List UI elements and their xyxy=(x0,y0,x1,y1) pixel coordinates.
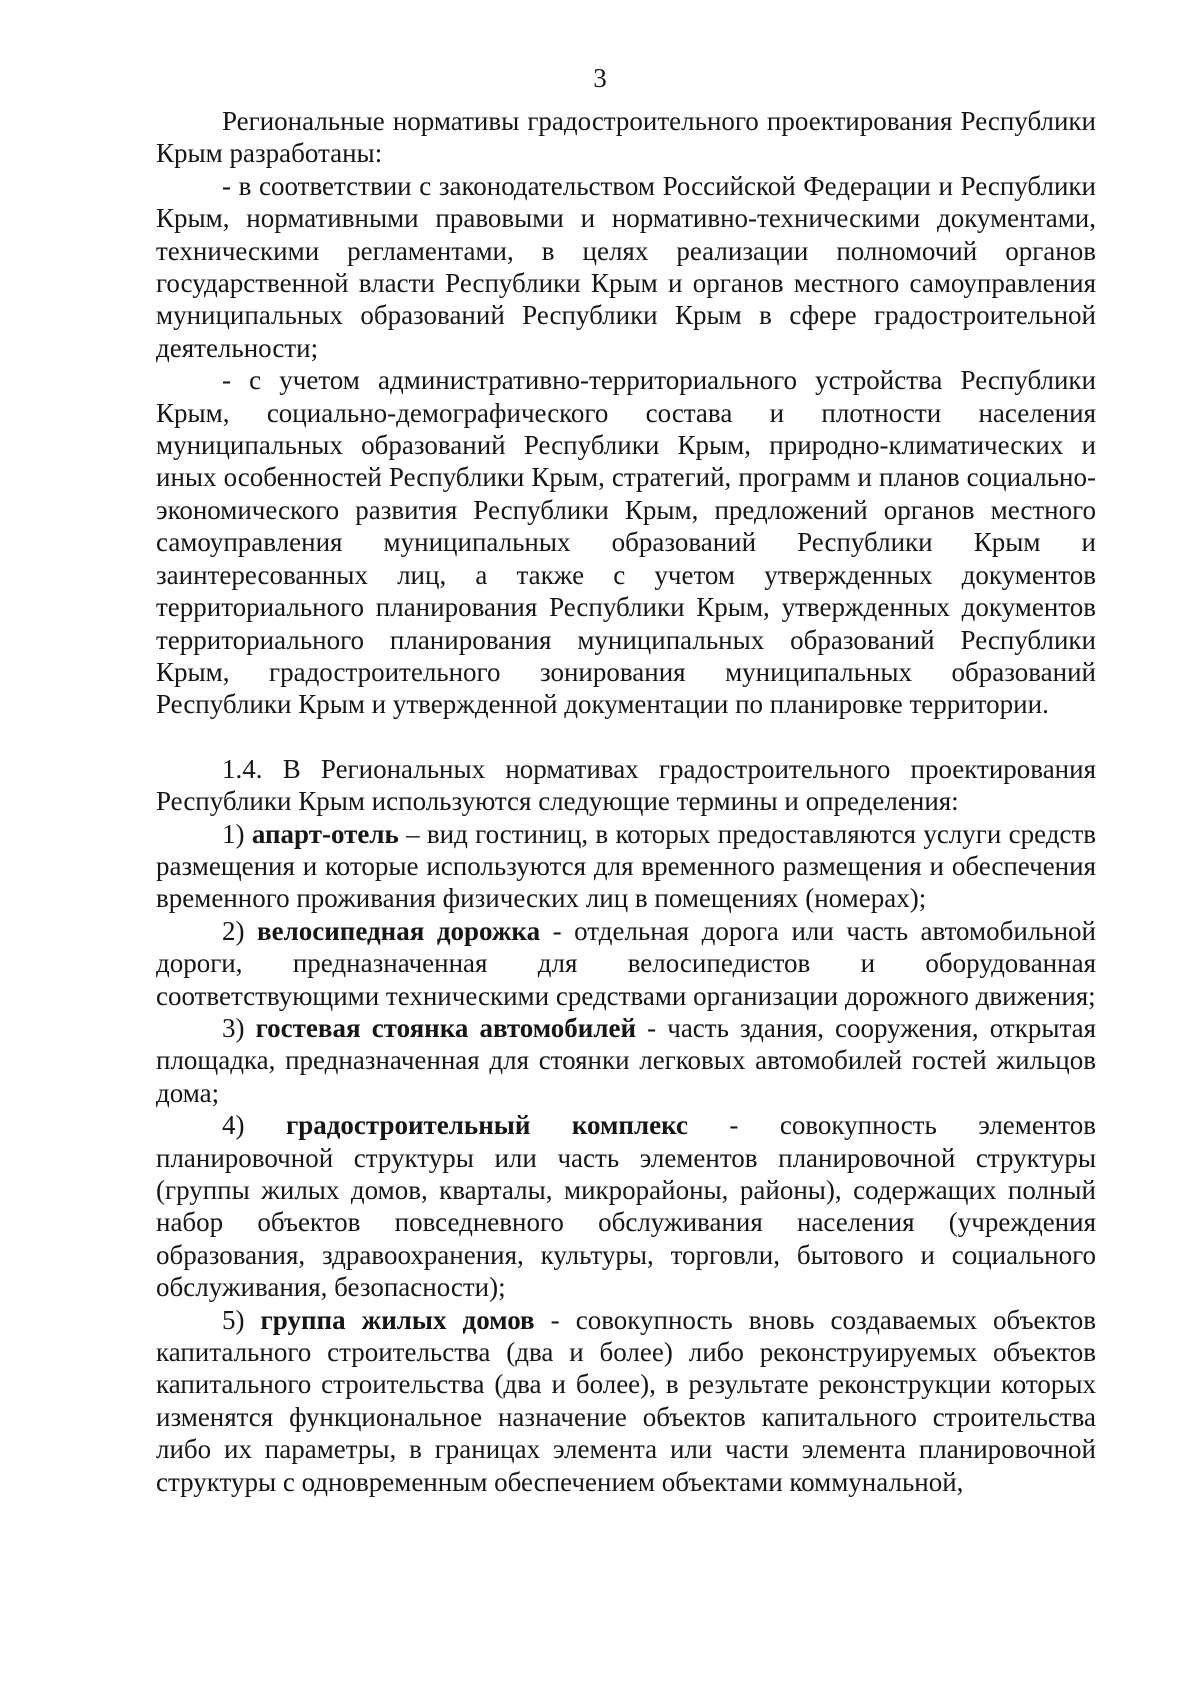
definition-term: велосипедная дорожка xyxy=(257,915,541,946)
list-item-legislation: - в соответствии с законодательством Российской Федерации и Республики Крым, нормативными правовыми и нормативно-техническими документами, техническими регламентами, в целях реализации полномочий органов государственной власти Республики Крым и органов местного самоуправления муниципальных образований Республики Крым в сфере градостроительной деятельности; xyxy=(156,170,1096,363)
definition-term: гостевая стоянка автомобилей xyxy=(255,1012,637,1043)
definition-number: 5) xyxy=(222,1304,245,1335)
document-body xyxy=(156,105,1096,1498)
definition-text: - отдельная дорога или часть автомобильной дороги, предназначенная для велосипедистов и оборудованная соответствующими техническими средствами организации дорожного движения; xyxy=(156,915,1097,1011)
definition-text: - часть здания, сооружения, открытая площадка, предназначенная для стоянки легковых автомобилей гостей жильцов дома; xyxy=(156,1012,1096,1108)
definition-text: - совокупность элементов планировочной структуры или часть элементов планировочной структуры (группы жилых домов, кварталы, микрорайоны, районы), содержащих полный набор объектов повседневного обслуживания населения (учреждения образования, здравоохранения, культуры, торговли, бытового и социального обслуживания, безопасности); xyxy=(156,1110,1096,1303)
definition-term: апарт-отель xyxy=(251,818,399,849)
definition-item xyxy=(156,818,1096,915)
definition-number: 2) xyxy=(222,915,245,946)
page-number: 3 xyxy=(593,63,607,93)
list-item-considerations: - с учетом административно-территориального устройства Республики Крым, социально-демографического состава и плотности населения муниципальных образований Республики Крым, природно-климатических и иных особенностей Республики Крым, стратегий, программ и планов социально-экономического развития Республики Крым, предложений органов местного самоуправления муниципальных образований Республики Крым и заинтересованных лиц, а также с учетом утвержденных документов территориального планирования Республики Крым, утвержденных документов территориального планирования муниципальных образований Республики Крым, градостроительного зонирования муниципальных образований Республики Крым и утвержденной документации по планировке территории. xyxy=(156,365,1096,720)
definition-item xyxy=(156,1012,1096,1109)
definition-item xyxy=(156,1109,1096,1303)
definition-text: - совокупность вновь создаваемых объектов капитального строительства (два и более) либо реконструируемых объектов капитального строительства (два и более), в результате реконструкции которых изменятся функциональное назначение объектов капитального строительства либо их параметры, в границах элемента или части элемента планировочной структуры с одновременным обеспечением объектами коммунальной, xyxy=(156,1304,1096,1497)
intro-paragraph: Региональные нормативы градостроительного проектирования Республики Крым разработаны: xyxy=(156,106,1096,169)
definition-term: группа жилых домов xyxy=(260,1304,535,1335)
definition-number: 3) xyxy=(222,1012,245,1043)
definition-number: 4) xyxy=(222,1110,245,1141)
definition-item xyxy=(156,915,1096,1012)
definition-text: – вид гостиниц, в которых предоставляются услуги средств размещения и которые используются для временного размещения и обеспечения временного проживания физических лиц в помещениях (номерах); xyxy=(156,818,1097,914)
definition-term: градостроительный комплекс xyxy=(285,1110,688,1141)
definition-item xyxy=(156,1304,1096,1498)
definition-number: 1) xyxy=(222,818,245,849)
section-1-4-heading: 1.4. В Региональных нормативах градостроительного проектирования Республики Крым используются следующие термины и определения: xyxy=(156,753,1096,817)
